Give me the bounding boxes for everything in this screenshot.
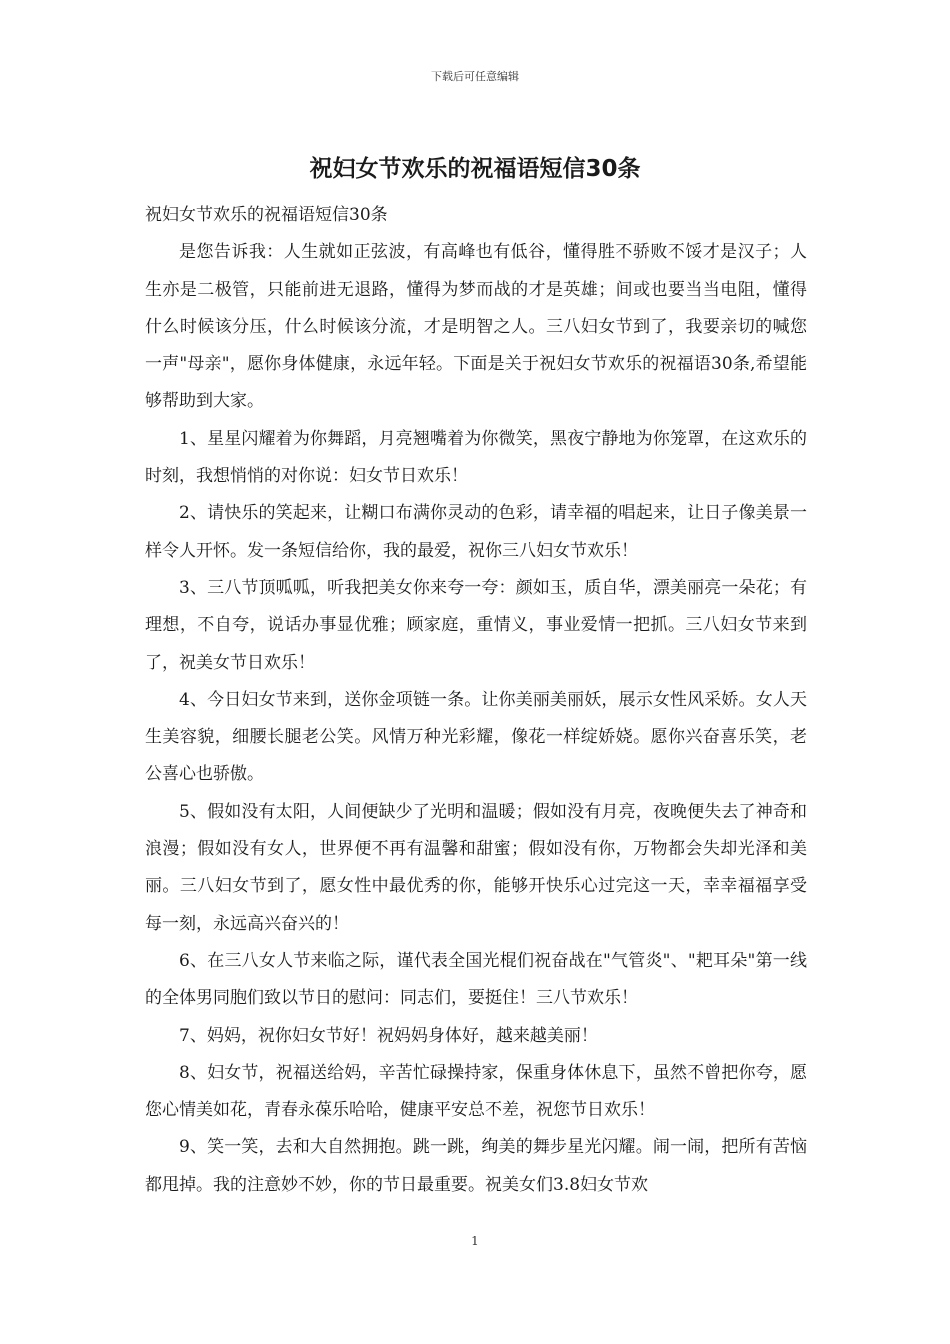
page-number: 1: [471, 1234, 479, 1248]
greeting-item-7: 7、妈妈，祝你妇女节好！祝妈妈身体好，越来越美丽！: [179, 1025, 598, 1046]
greeting-item-3: 3、三八节顶呱呱，听我把美女你来夸一夸：颜如玉，质自华，漂美丽亮一朵花；有理想，不自夸，说话办事显优雅；顾家庭，重情义，事业爱情一把抓。三八妇女节来到了，祝美女节日欢乐！: [145, 577, 807, 673]
greeting-item-4: 4、今日妇女节来到，送你金项链一条。让你美丽美丽妖，展示女性风采娇。女人天生美容貌，细腰长腿老公笑。风情万种光彩耀，像花一样绽娇娆。愿你兴奋喜乐笑，老公喜心也骄傲。: [145, 689, 807, 785]
greeting-item-8: 8、妇女节，祝福送给妈，辛苦忙碌操持家，保重身体休息下，虽然不曾把你夸，愿您心情美如花，青春永葆乐哈哈，健康平安总不差，祝您节日欢乐！: [145, 1062, 807, 1121]
intro-paragraph: 是您告诉我：人生就如正弦波，有高峰也有低谷，懂得胜不骄败不馁才是汉子；人生亦是二极管，只能前进无退路，懂得为梦而战的才是英雄；间或也要当当电阻，懂得什么时候该分压，什么时候该分流，才是明智之人。三八妇女节到了，我要亲切的喊您一声"母亲"，愿你身体健康，永远年轻。下面是关于祝妇女节欢乐的祝福语30条,希望能够帮助到大家。: [145, 242, 807, 412]
greeting-item-5: 5、假如没有太阳，人间便缺少了光明和温暖；假如没有月亮，夜晚便失去了神奇和浪漫；假如没有女人，世界便不再有温馨和甜蜜；假如没有你，万物都会失却光泽和美丽。三八妇女节到了，愿女性中最优秀的你，能够开快乐心过完这一天，幸幸福福享受每一刻，永远高兴奋兴的！: [145, 801, 807, 934]
greeting-item-2: 2、请快乐的笑起来，让糊口布满你灵动的色彩，请幸福的唱起来，让日子像美景一样令人开怀。发一条短信给你，我的最爱，祝你三八妇女节欢乐！: [145, 503, 807, 561]
greeting-item-6: 6、在三八女人节来临之际，谨代表全国光棍们祝奋战在"气管炎"、"耙耳朵"第一线的全体男同胞们致以节日的慰问：同志们，要挺住！三八节欢乐！: [145, 950, 807, 1009]
greeting-item-9: 9、笑一笑，去和大自然拥抱。跳一跳，绚美的舞步星光闪耀。闹一闹，把所有苦恼都甩掉。我的注意妙不妙，你的节日最重要。祝美女们3.8妇女节欢: [145, 1137, 807, 1195]
document-body: [145, 197, 807, 1204]
document-title: 祝妇女节欢乐的祝福语短信30条: [309, 156, 641, 182]
document-subtitle: 祝妇女节欢乐的祝福语短信30条: [145, 205, 388, 225]
page-header: 下载后可任意编辑: [431, 70, 519, 83]
greeting-item-1: 1、星星闪耀着为你舞蹈，月亮翘嘴着为你微笑，黑夜宁静地为你笼罩，在这欢乐的时刻，我想悄悄的对你说：妇女节日欢乐！: [145, 428, 807, 487]
